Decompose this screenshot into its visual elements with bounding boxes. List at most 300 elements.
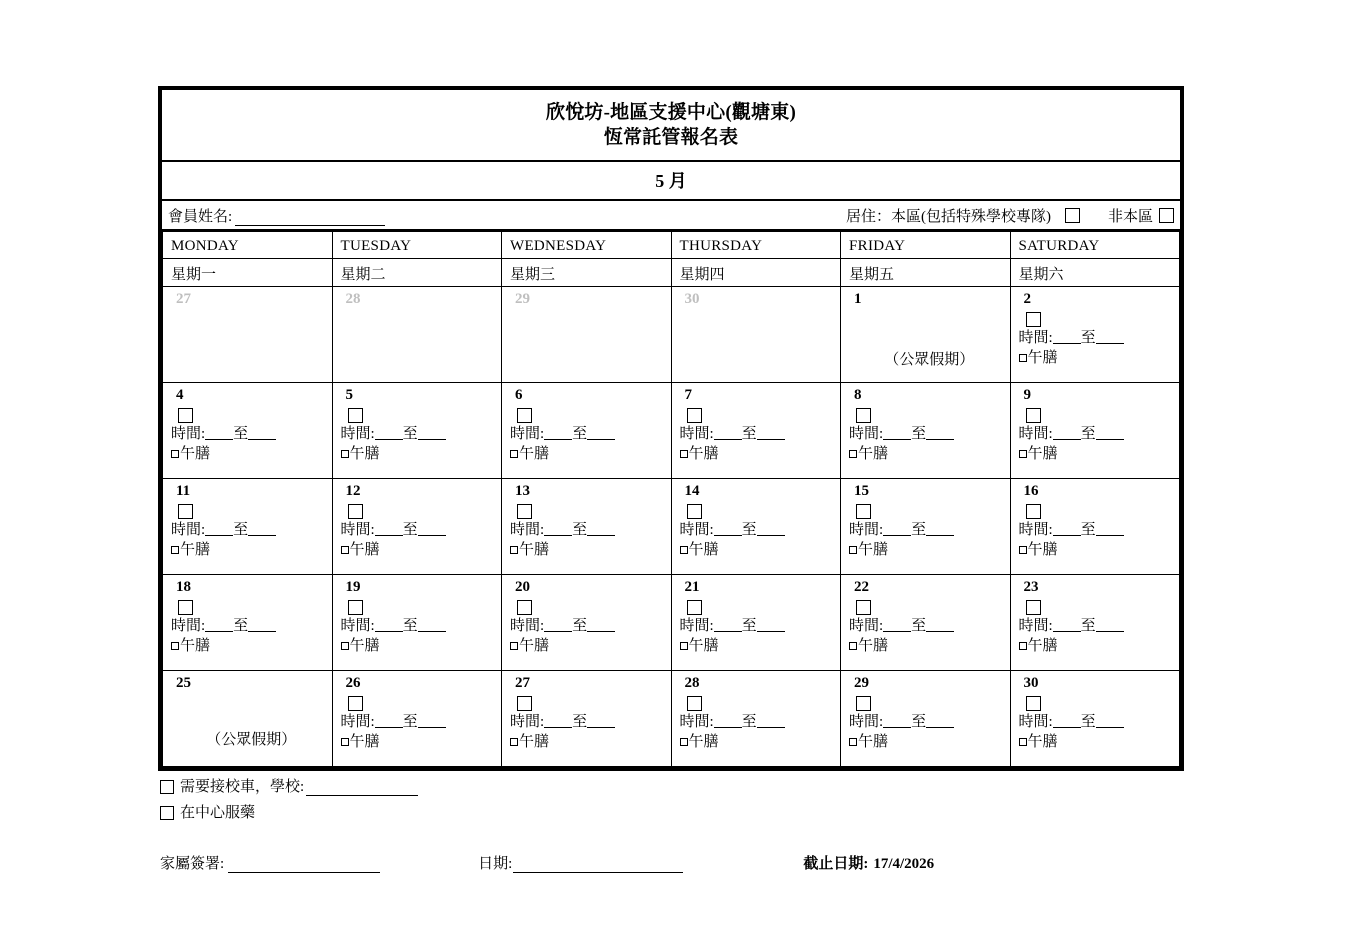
time-to-label: 至 [233,522,249,539]
time-to-input-line[interactable] [587,439,615,440]
time-to-input-line[interactable] [418,631,446,632]
attendance-checkbox[interactable] [1026,312,1041,327]
member-name-label: 會員姓名: [168,209,233,226]
time-from-input-line[interactable] [883,439,911,440]
calendar-day-cell[interactable] [163,383,333,479]
attendance-checkbox[interactable] [348,600,363,615]
time-label: 時間: [849,426,884,443]
time-label: 時間: [679,618,714,635]
lunch-checkbox[interactable] [680,546,688,554]
lunch-checkbox[interactable] [849,642,857,650]
school-bus-label: 需要接校車，學校: [180,779,305,795]
time-label: 時間: [1018,426,1053,443]
public-holiday-note: （公眾假期） [206,732,297,749]
lunch-checkbox[interactable] [1019,450,1027,458]
lunch-option[interactable] [510,733,671,752]
weekday-header-zh: 星期一 [163,259,333,287]
time-to-label: 至 [1080,618,1096,635]
lunch-label: 午膳 [1027,446,1058,463]
lunch-checkbox[interactable] [680,642,688,650]
time-to-label: 至 [572,618,588,635]
time-to-input-line[interactable] [1096,439,1124,440]
day-number: 2 [1023,291,1031,308]
attendance-checkbox[interactable] [1026,504,1041,519]
day-number: 26 [345,675,361,692]
day-number: 5 [345,387,353,404]
attendance-checkbox[interactable] [517,408,532,423]
lunch-checkbox[interactable] [510,738,518,746]
time-from-input-line[interactable] [883,535,911,536]
time-label: 時間: [171,426,206,443]
time-from-input-line[interactable] [1053,631,1081,632]
calendar-day-cell[interactable] [332,671,502,767]
calendar-day-cell[interactable] [841,671,1011,767]
time-range-field[interactable] [171,425,332,444]
time-label: 時間: [340,618,375,635]
time-to-input-line[interactable] [248,535,276,536]
time-to-label: 至 [741,618,757,635]
deadline-field [803,852,934,873]
guardian-signature-input-line[interactable] [228,859,380,873]
weekday-header-zh: 星期四 [671,259,841,287]
time-to-input-line[interactable] [587,535,615,536]
weekday-header-row-en [163,232,1180,259]
time-to-label: 至 [233,618,249,635]
lunch-option[interactable] [1019,733,1180,752]
lunch-option[interactable] [680,733,841,752]
calendar-week-row [163,287,1180,383]
time-from-input-line[interactable] [714,727,742,728]
weekday-header-en: TUESDAY [332,232,502,259]
signature-date-field[interactable] [478,852,683,873]
time-from-input-line[interactable] [714,439,742,440]
lunch-label: 午膳 [858,542,889,559]
time-label: 時間: [679,426,714,443]
weekday-header-en: FRIDAY [841,232,1011,259]
lunch-checkbox[interactable] [510,450,518,458]
lunch-label: 午膳 [180,638,211,655]
lunch-option[interactable] [341,733,502,752]
day-number: 11 [176,483,191,500]
deadline-value: 17/4/2026 [873,856,935,872]
time-from-input-line[interactable] [375,631,403,632]
time-range-field[interactable] [1019,713,1180,732]
calendar-day-cell[interactable] [1010,479,1180,575]
time-from-input-line[interactable] [544,439,572,440]
lunch-checkbox[interactable] [849,546,857,554]
signature-row [160,852,1190,873]
time-to-label: 至 [911,618,927,635]
day-number: 9 [1023,387,1031,404]
time-range-field[interactable] [510,713,671,732]
time-to-label: 至 [402,522,418,539]
time-to-label: 至 [402,618,418,635]
day-number: 6 [515,387,523,404]
day-number: 30 [1023,675,1039,692]
lunch-checkbox[interactable] [1019,642,1027,650]
lunch-label: 午膳 [519,542,550,559]
attendance-checkbox[interactable] [1026,600,1041,615]
day-number: 27 [176,291,191,308]
time-to-input-line[interactable] [418,535,446,536]
day-number: 14 [684,483,700,500]
lunch-checkbox[interactable] [510,642,518,650]
lunch-option[interactable] [680,445,841,464]
time-label: 時間: [510,714,545,731]
time-to-label: 至 [1080,330,1096,347]
day-number: 22 [854,579,869,596]
time-label: 時間: [849,522,884,539]
lunch-option[interactable] [849,637,1010,656]
day-number: 16 [1023,483,1039,500]
lunch-option[interactable] [510,637,671,656]
calendar-day-cell [671,287,841,383]
day-number: 30 [684,291,700,308]
time-range-field[interactable] [1019,617,1180,636]
time-label: 時間: [510,618,545,635]
lunch-label: 午膳 [349,542,380,559]
lunch-checkbox[interactable] [1019,738,1027,746]
time-to-label: 至 [1080,522,1096,539]
time-to-input-line[interactable] [926,439,954,440]
time-range-field[interactable] [510,521,671,540]
school-bus-row[interactable] [160,775,1190,796]
attendance-checkbox[interactable] [348,504,363,519]
attendance-checkbox[interactable] [517,696,532,711]
time-range-field[interactable] [680,521,841,540]
lunch-label: 午膳 [1027,350,1058,367]
lunch-label: 午膳 [519,446,550,463]
time-to-input-line[interactable] [587,727,615,728]
time-range-field[interactable] [680,617,841,636]
time-to-input-line[interactable] [1096,535,1124,536]
time-to-label: 至 [572,714,588,731]
lunch-checkbox[interactable] [510,546,518,554]
time-range-field[interactable] [849,713,1010,732]
time-range-field[interactable] [341,521,502,540]
attendance-checkbox[interactable] [178,600,193,615]
center-name-title: 欣悅坊-地區支援中心(觀塘東) [546,102,796,123]
lunch-label: 午膳 [349,638,380,655]
medication-checkbox[interactable] [160,806,174,820]
signature-date-label: 日期: [478,856,513,872]
day-number: 7 [684,387,692,404]
day-number: 25 [176,675,191,692]
calendar-day-cell[interactable] [1010,671,1180,767]
attendance-checkbox[interactable] [517,504,532,519]
calendar-day-cell[interactable] [163,575,333,671]
member-name-input-line[interactable] [235,211,385,226]
day-number: 21 [684,579,700,596]
attendance-checkbox[interactable] [1026,696,1041,711]
time-from-input-line[interactable] [544,535,572,536]
calendar-day-cell[interactable] [671,575,841,671]
time-label: 時間: [1018,330,1053,347]
time-label: 時間: [171,618,206,635]
time-range-field[interactable] [171,521,332,540]
lunch-option[interactable] [680,541,841,560]
time-label: 時間: [1018,714,1053,731]
lunch-option[interactable] [849,541,1010,560]
calendar-day-cell [841,287,1011,383]
lunch-label: 午膳 [1027,734,1058,751]
time-to-input-line[interactable] [757,439,785,440]
lunch-label: 午膳 [180,542,211,559]
attendance-checkbox[interactable] [687,408,702,423]
time-from-input-line[interactable] [883,727,911,728]
time-from-input-line[interactable] [1053,727,1081,728]
time-range-field[interactable] [510,617,671,636]
member-name-field[interactable] [168,205,385,226]
weekday-header-en: MONDAY [163,232,333,259]
form-footer [160,775,1190,873]
time-from-input-line[interactable] [375,439,403,440]
time-label: 時間: [1018,522,1053,539]
attendance-checkbox[interactable] [348,696,363,711]
residence-section [846,205,1174,226]
lunch-checkbox[interactable] [171,546,179,554]
time-range-field[interactable] [341,617,502,636]
calendar-day-cell[interactable] [841,575,1011,671]
time-from-input-line[interactable] [714,535,742,536]
residence-local-label: 居住：本區(包括特殊學校專隊) [845,209,1051,226]
time-range-field[interactable] [680,713,841,732]
calendar-day-cell[interactable] [502,383,672,479]
lunch-option[interactable] [849,733,1010,752]
time-from-input-line[interactable] [1053,439,1081,440]
calendar-day-cell[interactable] [841,383,1011,479]
time-to-input-line[interactable] [757,631,785,632]
time-from-input-line[interactable] [883,631,911,632]
lunch-checkbox[interactable] [171,642,179,650]
attendance-checkbox[interactable] [687,600,702,615]
weekday-header-zh: 星期三 [502,259,672,287]
attendance-checkbox[interactable] [856,696,871,711]
time-to-label: 至 [402,714,418,731]
attendance-checkbox[interactable] [856,600,871,615]
lunch-checkbox[interactable] [341,546,349,554]
lunch-option[interactable] [171,445,332,464]
lunch-option[interactable] [510,445,671,464]
day-number: 8 [854,387,862,404]
time-to-label: 至 [1080,714,1096,731]
lunch-option[interactable] [171,637,332,656]
day-number: 29 [854,675,869,692]
time-from-input-line[interactable] [1053,343,1081,344]
attendance-checkbox[interactable] [687,504,702,519]
time-to-input-line[interactable] [757,727,785,728]
day-number: 19 [345,579,361,596]
calendar-day-cell[interactable] [671,671,841,767]
lunch-label: 午膳 [349,446,380,463]
calendar-day-cell[interactable] [1010,383,1180,479]
time-range-field[interactable] [849,617,1010,636]
calendar-week-row [163,671,1180,767]
lunch-option[interactable] [510,541,671,560]
school-name-input-line[interactable] [306,782,418,796]
time-to-label: 至 [572,522,588,539]
time-to-input-line[interactable] [587,631,615,632]
public-holiday-note: （公眾假期） [884,352,975,369]
calendar-week-row [163,479,1180,575]
time-from-input-line[interactable] [544,631,572,632]
month-label: 5 月 [162,162,1180,201]
day-number: 1 [854,291,862,308]
lunch-option[interactable] [1019,445,1180,464]
attendance-checkbox[interactable] [1026,408,1041,423]
day-number: 12 [345,483,361,500]
time-from-input-line[interactable] [375,535,403,536]
calendar-day-cell[interactable] [671,479,841,575]
residence-other-checkbox[interactable] [1159,208,1174,223]
attendance-checkbox[interactable] [856,504,871,519]
calendar-day-cell[interactable] [163,479,333,575]
time-to-input-line[interactable] [418,439,446,440]
form-title-block [162,90,1180,162]
attendance-checkbox[interactable] [178,408,193,423]
day-number: 29 [515,291,530,308]
signature-date-input-line[interactable] [513,859,683,873]
calendar-day-cell[interactable] [1010,575,1180,671]
lunch-option[interactable] [341,541,502,560]
attendance-checkbox[interactable] [856,408,871,423]
lunch-option[interactable] [341,637,502,656]
lunch-label: 午膳 [1027,638,1058,655]
calendar-week-row [163,383,1180,479]
attendance-calendar-table [162,231,1180,767]
time-to-label: 至 [1080,426,1096,443]
lunch-checkbox[interactable] [680,450,688,458]
time-to-input-line[interactable] [248,631,276,632]
lunch-option[interactable] [680,637,841,656]
time-to-label: 至 [911,426,927,443]
calendar-day-cell[interactable] [502,575,672,671]
deadline-label: 截止日期: [803,856,869,872]
attendance-checkbox[interactable] [687,696,702,711]
time-label: 時間: [340,522,375,539]
time-label: 時間: [679,522,714,539]
time-range-field[interactable] [171,617,332,636]
lunch-checkbox[interactable] [341,738,349,746]
time-range-field[interactable] [510,425,671,444]
calendar-week-row [163,575,1180,671]
member-meta-row [162,201,1180,231]
lunch-checkbox[interactable] [849,450,857,458]
time-from-input-line[interactable] [205,439,233,440]
day-number: 27 [515,675,530,692]
attendance-checkbox[interactable] [517,600,532,615]
time-range-field[interactable] [1019,521,1180,540]
time-from-input-line[interactable] [1053,535,1081,536]
time-to-input-line[interactable] [1096,727,1124,728]
lunch-label: 午膳 [180,446,211,463]
day-number: 13 [515,483,530,500]
day-number: 18 [176,579,191,596]
time-to-input-line[interactable] [1096,631,1124,632]
attendance-checkbox[interactable] [178,504,193,519]
time-to-input-line[interactable] [248,439,276,440]
time-from-input-line[interactable] [544,727,572,728]
lunch-label: 午膳 [858,446,889,463]
time-from-input-line[interactable] [205,535,233,536]
residence-other-label: 非本區 [1107,209,1153,226]
calendar-day-cell [332,287,502,383]
lunch-option[interactable] [849,445,1010,464]
day-number: 28 [684,675,700,692]
time-range-field[interactable] [680,425,841,444]
lunch-checkbox[interactable] [680,738,688,746]
time-range-field[interactable] [849,425,1010,444]
time-to-input-line[interactable] [926,535,954,536]
calendar-day-cell[interactable] [1010,287,1180,383]
lunch-option[interactable] [1019,349,1180,368]
calendar-day-cell[interactable] [502,671,672,767]
time-to-label: 至 [741,426,757,443]
lunch-checkbox[interactable] [171,450,179,458]
weekday-header-zh: 星期五 [841,259,1011,287]
time-label: 時間: [171,522,206,539]
time-range-field[interactable] [341,713,502,732]
time-to-input-line[interactable] [1096,343,1124,344]
calendar-day-cell[interactable] [332,479,502,575]
lunch-checkbox[interactable] [341,450,349,458]
time-to-input-line[interactable] [926,631,954,632]
time-label: 時間: [679,714,714,731]
time-range-field[interactable] [1019,425,1180,444]
lunch-label: 午膳 [519,734,550,751]
guardian-signature-field[interactable] [160,852,380,873]
time-range-field[interactable] [341,425,502,444]
residence-local-checkbox[interactable] [1065,208,1080,223]
lunch-option[interactable] [171,541,332,560]
lunch-checkbox[interactable] [1019,546,1027,554]
calendar-day-cell[interactable] [671,383,841,479]
lunch-checkbox[interactable] [341,642,349,650]
calendar-day-cell[interactable] [332,383,502,479]
time-range-field[interactable] [1019,329,1180,348]
lunch-checkbox[interactable] [849,738,857,746]
lunch-label: 午膳 [349,734,380,751]
calendar-day-cell[interactable] [841,479,1011,575]
time-to-input-line[interactable] [757,535,785,536]
calendar-day-cell[interactable] [332,575,502,671]
time-to-label: 至 [911,714,927,731]
time-range-field[interactable] [849,521,1010,540]
calendar-day-cell [163,287,333,383]
medication-row[interactable] [160,801,1190,822]
lunch-option[interactable] [1019,541,1180,560]
lunch-option[interactable] [341,445,502,464]
time-to-input-line[interactable] [418,727,446,728]
time-from-input-line[interactable] [205,631,233,632]
lunch-checkbox[interactable] [1019,354,1027,362]
day-number: 28 [345,291,361,308]
time-from-input-line[interactable] [375,727,403,728]
time-to-label: 至 [741,522,757,539]
medication-label: 在中心服藥 [180,805,256,821]
attendance-checkbox[interactable] [348,408,363,423]
lunch-option[interactable] [1019,637,1180,656]
school-bus-checkbox[interactable] [160,780,174,794]
weekday-header-zh: 星期六 [1010,259,1180,287]
guardian-signature-label: 家屬簽署: [160,856,225,872]
day-number: 15 [854,483,869,500]
time-from-input-line[interactable] [714,631,742,632]
time-to-label: 至 [572,426,588,443]
time-to-label: 至 [741,714,757,731]
time-to-input-line[interactable] [926,727,954,728]
calendar-day-cell[interactable] [502,479,672,575]
